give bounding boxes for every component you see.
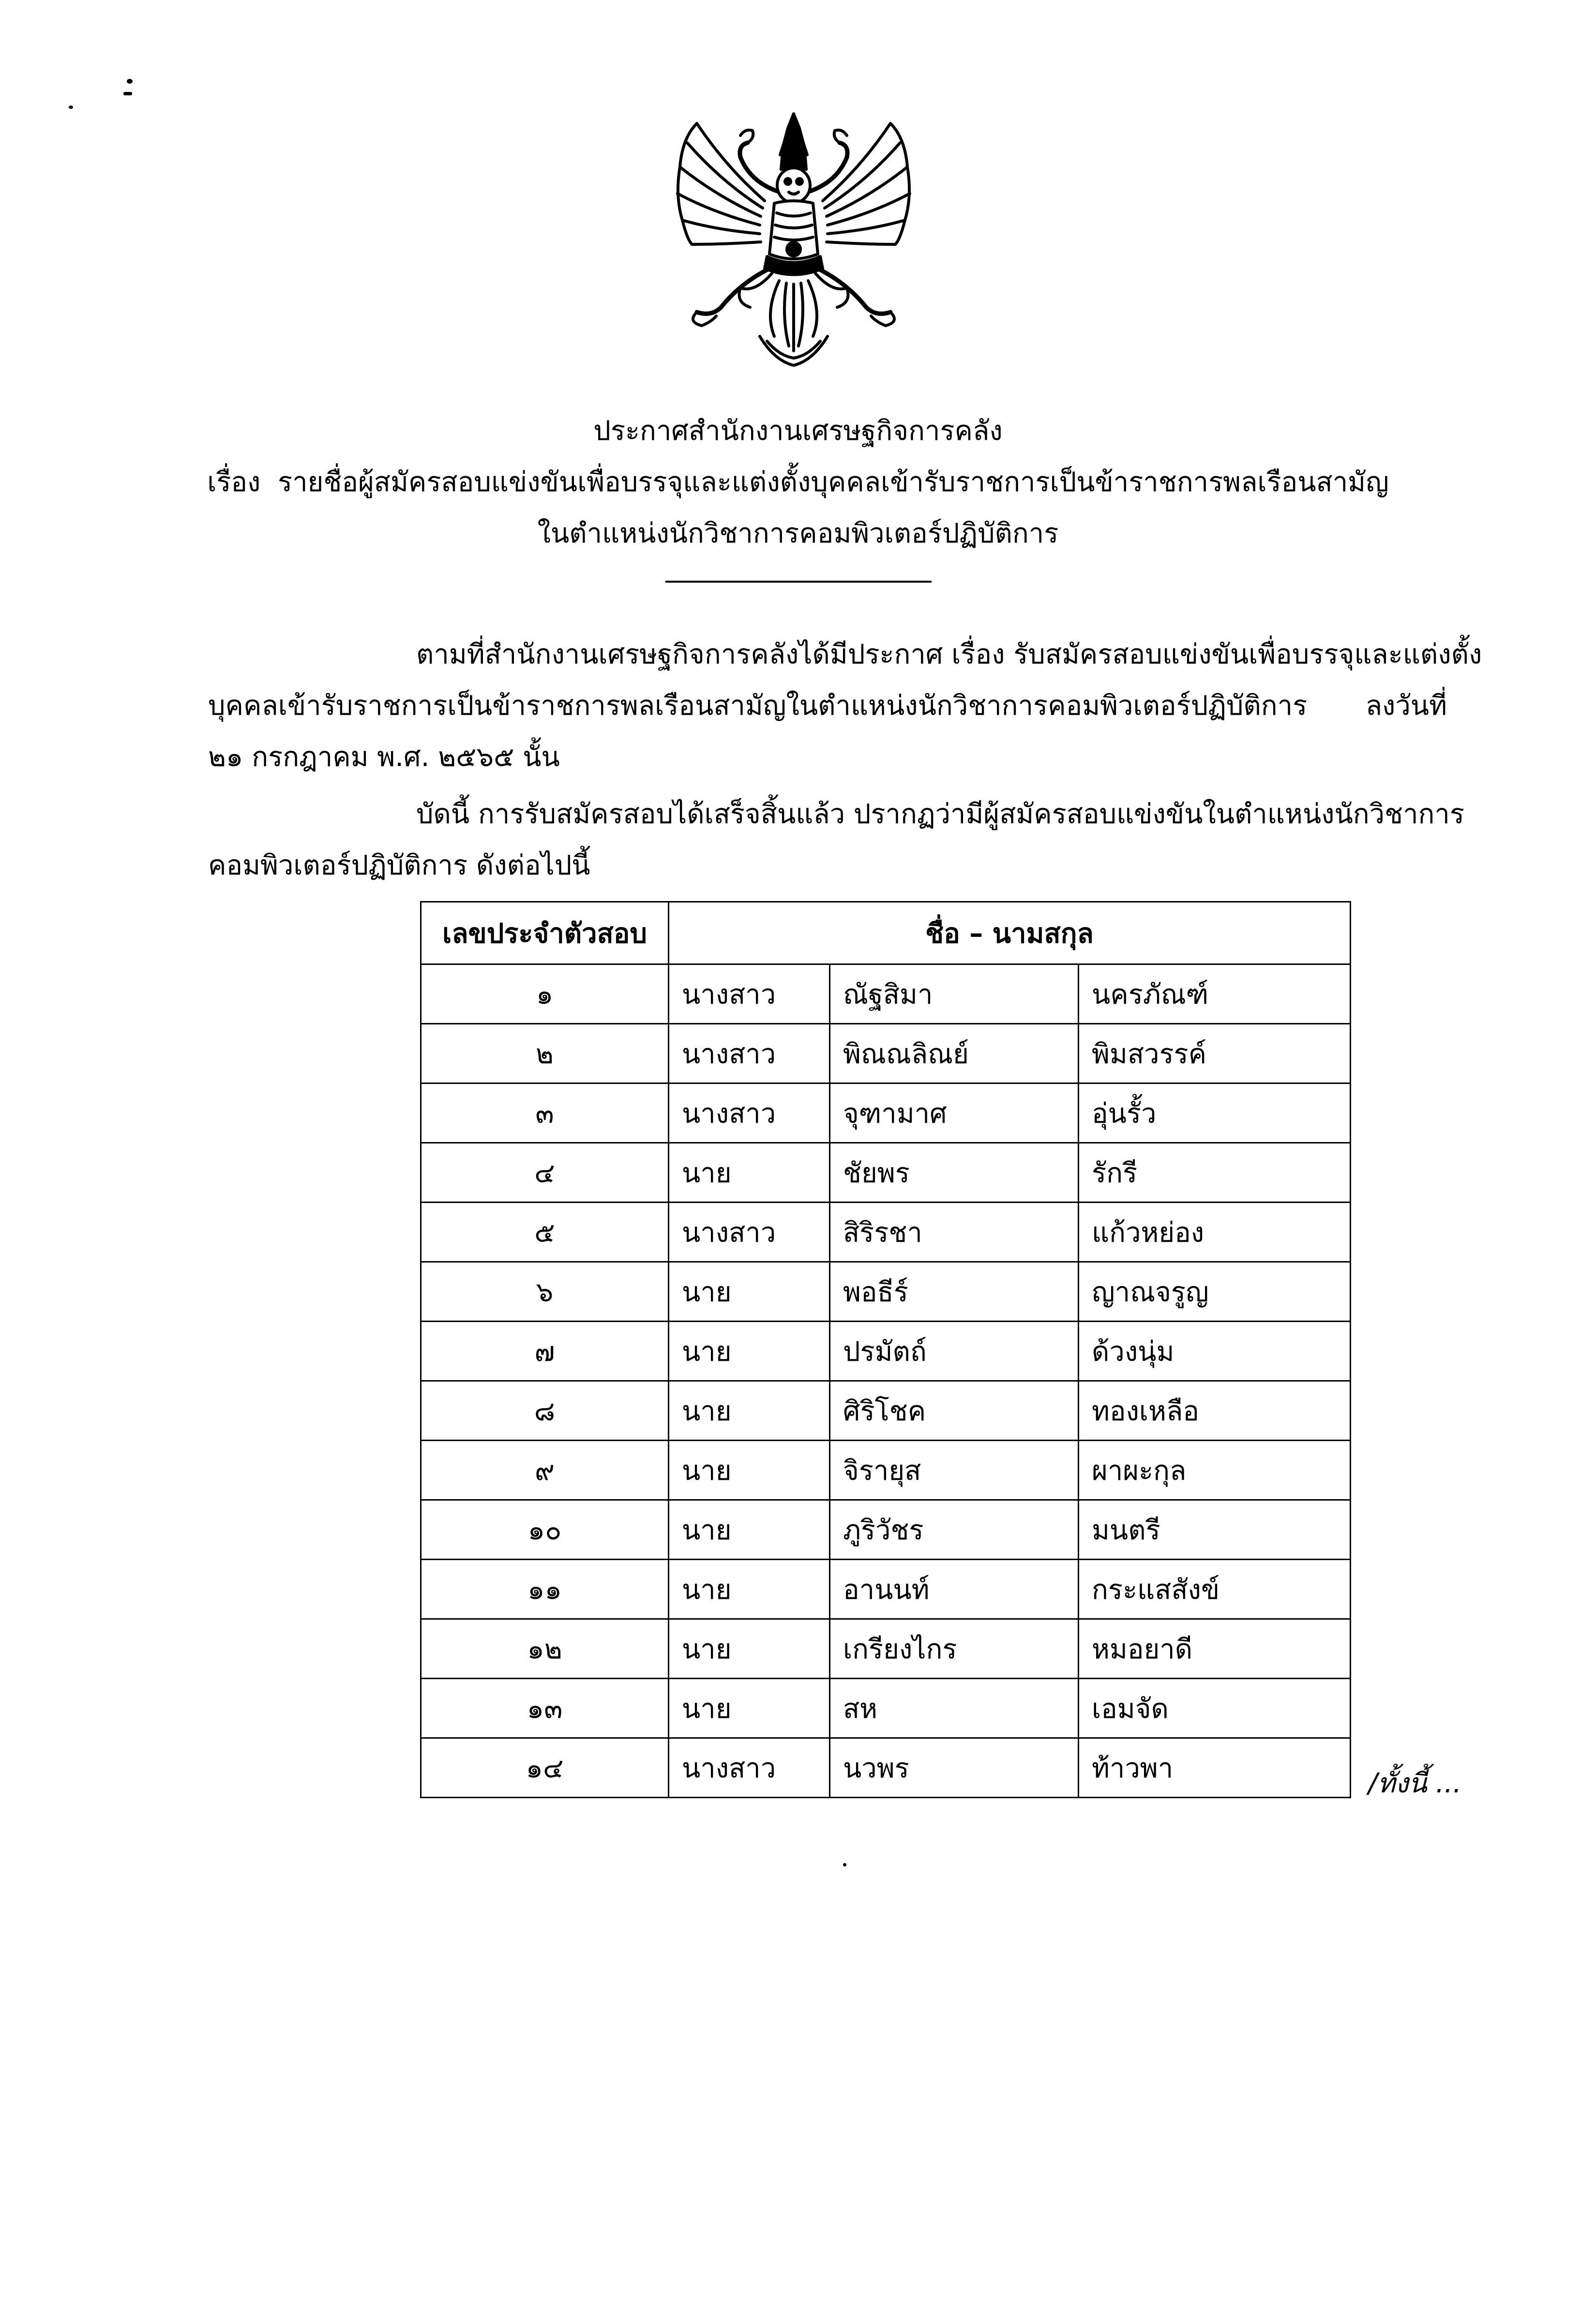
first-name-cell: ปรมัตถ์ [830, 1322, 1079, 1381]
name-title-cell: นางสาว [669, 964, 830, 1024]
last-name-cell: มนตรี [1079, 1500, 1351, 1560]
first-name-cell: พิณณลิณย์ [830, 1024, 1079, 1083]
exam-id-cell: ๑๔ [421, 1738, 669, 1798]
table-row [421, 964, 1351, 1024]
exam-id-cell: ๑๒ [421, 1619, 669, 1679]
table-row [421, 1381, 1351, 1441]
last-name-cell: ท้าวพา [1079, 1738, 1351, 1798]
name-title-cell: นางสาว [669, 1203, 830, 1262]
scan-speck [123, 92, 132, 95]
first-name-cell: เกรียงไกร [830, 1619, 1079, 1679]
scan-speck [127, 79, 133, 84]
garuda-emblem [668, 109, 919, 370]
table-row [421, 1143, 1351, 1203]
exam-id-cell: ๓ [421, 1083, 669, 1143]
last-name-cell: เอมจัด [1079, 1679, 1351, 1738]
last-name-cell: อุ่นรั้ว [1079, 1083, 1351, 1143]
name-title-cell: นางสาว [669, 1083, 830, 1143]
last-name-cell: นครภัณฑ์ [1079, 964, 1351, 1024]
title-divider [665, 581, 932, 583]
table-header-row [421, 902, 1351, 964]
last-name-cell: ญาณจรูญ [1079, 1262, 1351, 1322]
first-name-cell: นวพร [830, 1738, 1079, 1798]
paragraph-2-text: บัดนี้ การรับสมัครสอบได้เสร็จสิ้นแล้ว ปรากฏว่ามีผู้สมัครสอบแข่งขันในตำแหน่งนักวิชาการ [416, 798, 1464, 830]
first-name-cell: อานนท์ [830, 1560, 1079, 1619]
exam-id-cell: ๔ [421, 1143, 669, 1203]
exam-id-cell: ๖ [421, 1262, 669, 1322]
table-row [421, 1679, 1351, 1738]
paragraph-1-line-1 [208, 638, 1482, 672]
name-title-cell: นาย [669, 1500, 830, 1560]
exam-id-cell: ๙ [421, 1441, 669, 1500]
last-name-cell: ทองเหลือ [1079, 1381, 1351, 1441]
table-row [421, 1203, 1351, 1262]
first-name-cell: สห [830, 1679, 1079, 1738]
table-row [421, 1500, 1351, 1560]
subject-text: รายชื่อผู้สมัครสอบแข่งขันเพื่อบรรจุและแต่งตั้งบุคคลเข้ารับราชการเป็นข้าราชการพลเรือนสามัญ [278, 466, 1389, 498]
paragraph-2-line-2: คอมพิวเตอร์ปฏิบัติการ ดังต่อไปนี้ [208, 850, 590, 881]
announcement-subject-line2: ในตำแหน่งนักวิชาการคอมพิวเตอร์ปฏิบัติการ [537, 518, 1059, 549]
scan-speck [843, 1863, 846, 1866]
last-name-cell: พิมสวรรค์ [1079, 1024, 1351, 1083]
first-name-cell: จุฑามาศ [830, 1083, 1079, 1143]
first-name-cell: จิรายุส [830, 1441, 1079, 1500]
table-row [421, 1083, 1351, 1143]
last-name-cell: แก้วหย่อง [1079, 1203, 1351, 1262]
exam-id-cell: ๑๓ [421, 1679, 669, 1738]
last-name-cell: รักรี [1079, 1143, 1351, 1203]
table-row [421, 1262, 1351, 1322]
last-name-cell: ด้วงนุ่ม [1079, 1322, 1351, 1381]
exam-id-cell: ๗ [421, 1322, 669, 1381]
exam-id-cell: ๑ [421, 964, 669, 1024]
announcement-title: ประกาศสำนักงานเศรษฐกิจการคลัง [593, 415, 1003, 447]
first-name-cell: ชัยพร [830, 1143, 1079, 1203]
exam-id-cell: ๘ [421, 1381, 669, 1441]
name-title-cell: นางสาว [669, 1024, 830, 1083]
first-name-cell: ภูริวัชร [830, 1500, 1079, 1560]
exam-id-cell: ๑๑ [421, 1560, 669, 1619]
name-title-cell: นาย [669, 1381, 830, 1441]
name-title-cell: นาย [669, 1322, 830, 1381]
continuation-note: /ทั้งนี้ ... [1368, 1768, 1461, 1799]
exam-id-cell: ๑๐ [421, 1500, 669, 1560]
paragraph-2-line-1 [208, 797, 1464, 831]
table-row [421, 1619, 1351, 1679]
table-row [421, 1441, 1351, 1500]
first-name-cell: ณัฐสิมา [830, 964, 1079, 1024]
name-title-cell: นาย [669, 1560, 830, 1619]
last-name-cell: กระแสสังข์ [1079, 1560, 1351, 1619]
paragraph-1-line-3: ๒๑ กรกฎาคม พ.ศ. ๒๕๖๕ นั้น [208, 741, 560, 773]
table-row [421, 1024, 1351, 1083]
paragraph-1-line-2: บุคคลเข้ารับราชการเป็นข้าราชการพลเรือนสามัญในตำแหน่งนักวิชาการคอมพิวเตอร์ปฏิบัติการ ลงวันที่ [208, 690, 1447, 722]
name-title-cell: นาย [669, 1679, 830, 1738]
last-name-cell: หมอยาดี [1079, 1619, 1351, 1679]
paragraph-1-text: ตามที่สำนักงานเศรษฐกิจการคลังได้มีประกาศ เรื่อง รับสมัครสอบแข่งขันเพื่อบรรจุและแต่งตั้ง [416, 639, 1482, 670]
table-row [421, 1738, 1351, 1798]
header-exam-id: เลขประจำตัวสอบ [421, 902, 669, 964]
name-title-cell: นาย [669, 1619, 830, 1679]
last-name-cell: ผาผะกุล [1079, 1441, 1351, 1500]
exam-id-cell: ๕ [421, 1203, 669, 1262]
applicant-table [420, 901, 1351, 1798]
table-row [421, 1560, 1351, 1619]
first-name-cell: สิริรชา [830, 1203, 1079, 1262]
header-full-name: ชื่อ – นามสกุล [669, 902, 1351, 964]
first-name-cell: ศิริโชค [830, 1381, 1079, 1441]
announcement-subject-line1 [0, 466, 1596, 499]
name-title-cell: นางสาว [669, 1738, 830, 1798]
scan-speck [69, 105, 73, 109]
first-name-cell: พอธีร์ [830, 1262, 1079, 1322]
name-title-cell: นาย [669, 1143, 830, 1203]
name-title-cell: นาย [669, 1441, 830, 1500]
exam-id-cell: ๒ [421, 1024, 669, 1083]
name-title-cell: นาย [669, 1262, 830, 1322]
table-row [421, 1322, 1351, 1381]
subject-label: เรื่อง [207, 466, 261, 498]
